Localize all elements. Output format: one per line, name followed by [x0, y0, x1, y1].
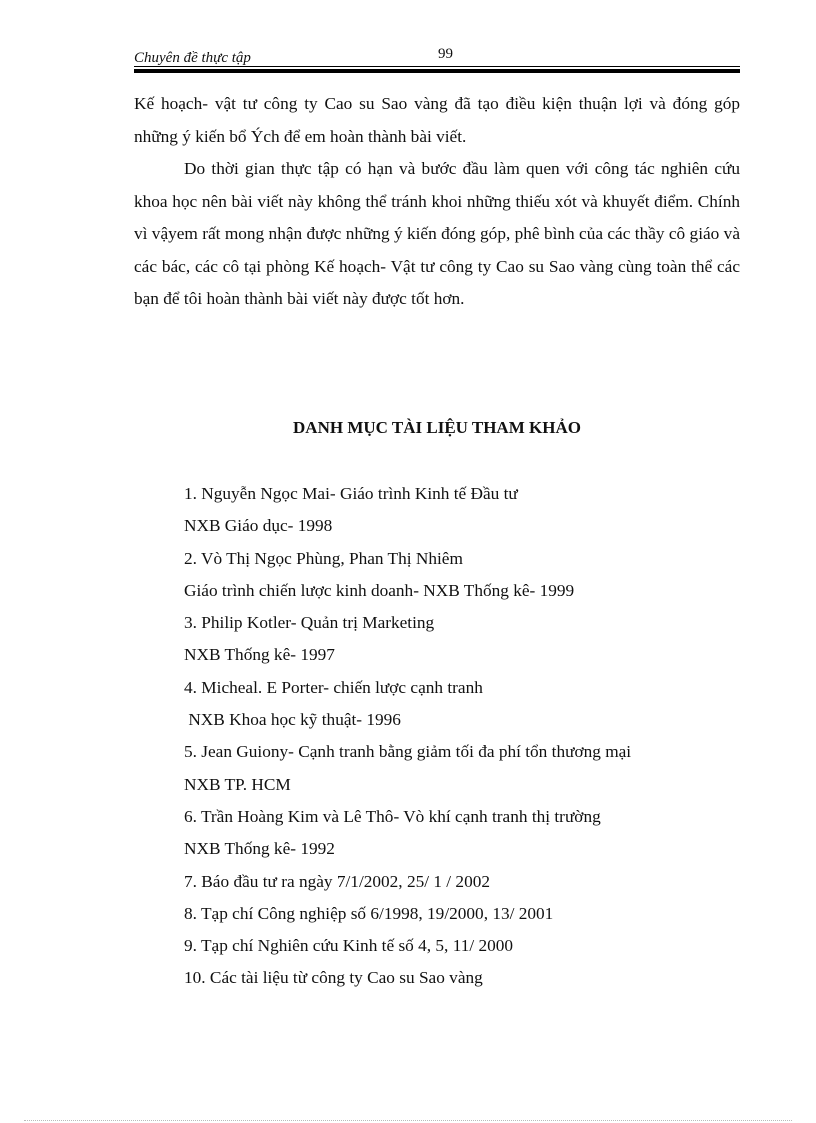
reference-line: 2. Vò Thị Ngọc Phùng, Phan Thị Nhiêm — [184, 548, 463, 568]
header-rule-thin — [134, 66, 740, 67]
reference-line: 8. Tạp chí Công nghiệp số 6/1998, 19/2000, 13/ 2001 — [184, 903, 554, 923]
reference-line: 5. Jean Guiony- Cạnh tranh bằng giảm tối đa phí tổn thương mại — [184, 742, 632, 762]
reference-line: Giáo trình chiến lược kinh doanh- NXB Thống kê- 1999 — [184, 580, 575, 600]
body-text — [134, 88, 740, 316]
reference-line: NXB Thống kê- 1997 — [184, 645, 335, 665]
references-heading: DANH MỤC TÀI LIỆU THAM KHẢO — [293, 418, 581, 437]
reference-line: NXB Thống kê- 1992 — [184, 839, 335, 859]
reference-line: NXB Khoa học kỹ thuật- 1996 — [184, 710, 401, 730]
reference-line: 1. Nguyễn Ngọc Mai- Giáo trình Kinh tế Đầu tư — [184, 484, 518, 503]
reference-line: 6. Trần Hoàng Kim và Lê Thô- Vò khí cạnh tranh thị trường — [184, 806, 601, 826]
reference-line: NXB Giáo dục- 1998 — [184, 516, 333, 536]
page-number: 99 — [438, 46, 453, 62]
reference-line: NXB TP. HCM — [184, 774, 291, 794]
header-title: Chuyên đề thực tập — [134, 50, 251, 66]
reference-line: 3. Philip Kotler- Quản trị Marketing — [184, 613, 435, 633]
paragraph: Kế hoạch- vật tư công ty Cao su Sao vàng đã tạo điều kiện thuận lợi và đóng góp những ý kiến bổ Ých để em hoàn thành bài viết. — [134, 94, 740, 146]
reference-line: 10. Các tài liệu từ công ty Cao su Sao vàng — [184, 968, 483, 988]
reference-line: 4. Micheal. E Porter- chiến lược cạnh tranh — [184, 677, 483, 697]
reference-line: 7. Báo đầu tư ra ngày 7/1/2002, 25/ 1 / 2002 — [184, 871, 490, 891]
page-bottom-border — [24, 1120, 792, 1121]
reference-line: 9. Tạp chí Nghiên cứu Kinh tế số 4, 5, 11/ 2000 — [184, 936, 514, 956]
references-list — [184, 478, 744, 995]
paragraph: Do thời gian thực tập có hạn và bước đầu làm quen với công tác nghiên cứu khoa học nên bài viết này không thể tránh khoi những thiếu xót và khuyết điểm. Chính vì vậyem rất mong nhận được những ý kiến đóng góp, phê bình của các thầy cô giáo và các bác, các cô tại phòng Kế hoạch- Vật tư công ty Cao su Sao vàng cùng toàn thể các bạn để tôi hoàn thành bài viết này được tốt hơn. — [134, 159, 740, 308]
page-header — [134, 46, 740, 76]
header-rule-thick — [134, 69, 740, 73]
